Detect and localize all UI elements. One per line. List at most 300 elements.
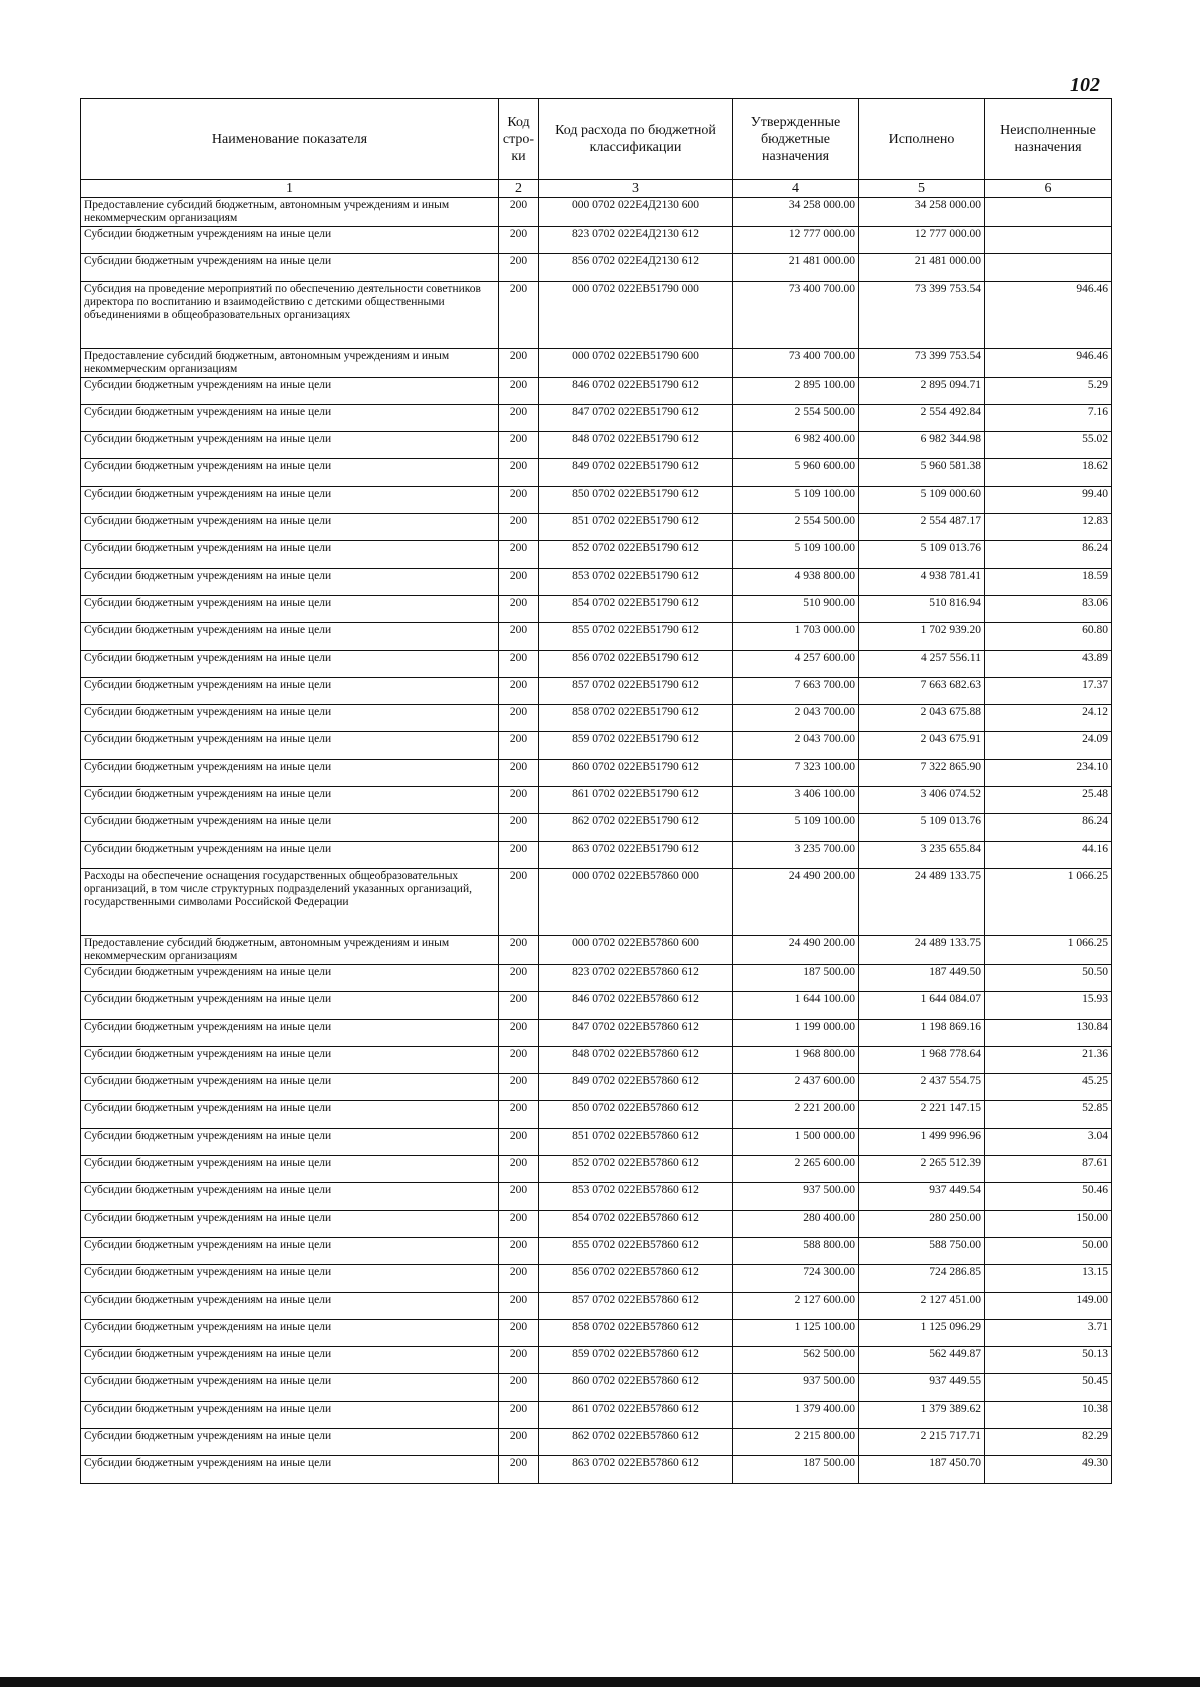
row-expense-code-cell: 856 0702 022Е4Д2130 612: [539, 254, 733, 281]
row-unexecuted-cell: 99.40: [985, 486, 1112, 513]
row-line-code-cell: 200: [499, 432, 539, 459]
row-approved-cell: 73 400 700.00: [733, 281, 859, 348]
column-number: 5: [859, 180, 985, 198]
row-name-cell: Предоставление субсидий бюджетным, автономным учреждениям и иным некоммерческим организациям: [81, 198, 499, 227]
table-row: [81, 759, 1112, 786]
row-unexecuted-cell: 86.24: [985, 814, 1112, 841]
row-executed-cell: 4 938 781.41: [859, 568, 985, 595]
row-line-code-cell: 200: [499, 1074, 539, 1101]
row-line-code-cell: 200: [499, 227, 539, 254]
table-row: [81, 1319, 1112, 1346]
row-expense-code-cell: 855 0702 022ЕВ51790 612: [539, 623, 733, 650]
row-approved-cell: 724 300.00: [733, 1265, 859, 1292]
row-line-code-cell: 200: [499, 705, 539, 732]
row-expense-code-cell: 849 0702 022ЕВ51790 612: [539, 459, 733, 486]
row-unexecuted-cell: 3.71: [985, 1319, 1112, 1346]
row-approved-cell: 187 500.00: [733, 1456, 859, 1483]
row-approved-cell: 1 125 100.00: [733, 1319, 859, 1346]
row-expense-code-cell: 861 0702 022ЕВ57860 612: [539, 1401, 733, 1428]
row-unexecuted-cell: 43.89: [985, 650, 1112, 677]
row-name-cell: Субсидии бюджетным учреждениям на иные цели: [81, 1183, 499, 1210]
row-line-code-cell: 200: [499, 759, 539, 786]
table-row: [81, 1347, 1112, 1374]
row-name-cell: Предоставление субсидий бюджетным, автономным учреждениям и иным некоммерческим организациям: [81, 935, 499, 964]
row-name-cell: Предоставление субсидий бюджетным, автономным учреждениям и иным некоммерческим организациям: [81, 348, 499, 377]
row-unexecuted-cell: 946.46: [985, 348, 1112, 377]
row-line-code-cell: 200: [499, 348, 539, 377]
row-line-code-cell: 200: [499, 992, 539, 1019]
row-unexecuted-cell: 13.15: [985, 1265, 1112, 1292]
row-line-code-cell: 200: [499, 1456, 539, 1483]
row-expense-code-cell: 855 0702 022ЕВ57860 612: [539, 1237, 733, 1264]
table-row: [81, 1237, 1112, 1264]
row-line-code-cell: 200: [499, 814, 539, 841]
row-expense-code-cell: 858 0702 022ЕВ57860 612: [539, 1319, 733, 1346]
table-row: [81, 650, 1112, 677]
row-line-code-cell: 200: [499, 541, 539, 568]
column-number-row: [81, 180, 1112, 198]
row-unexecuted-cell: 24.09: [985, 732, 1112, 759]
row-line-code-cell: 200: [499, 1374, 539, 1401]
row-executed-cell: 2 043 675.91: [859, 732, 985, 759]
row-expense-code-cell: 850 0702 022ЕВ51790 612: [539, 486, 733, 513]
row-unexecuted-cell: 12.83: [985, 514, 1112, 541]
table-row: [81, 1401, 1112, 1428]
row-approved-cell: 2 043 700.00: [733, 705, 859, 732]
row-expense-code-cell: 860 0702 022ЕВ51790 612: [539, 759, 733, 786]
row-executed-cell: 588 750.00: [859, 1237, 985, 1264]
row-unexecuted-cell: 45.25: [985, 1074, 1112, 1101]
row-line-code-cell: 200: [499, 1101, 539, 1128]
row-executed-cell: 937 449.54: [859, 1183, 985, 1210]
row-expense-code-cell: 000 0702 022ЕВ51790 600: [539, 348, 733, 377]
scan-border: [0, 1677, 1200, 1687]
row-approved-cell: 5 109 100.00: [733, 814, 859, 841]
row-name-cell: Субсидии бюджетным учреждениям на иные цели: [81, 1319, 499, 1346]
row-name-cell: Субсидии бюджетным учреждениям на иные цели: [81, 964, 499, 991]
row-unexecuted-cell: 149.00: [985, 1292, 1112, 1319]
row-approved-cell: 12 777 000.00: [733, 227, 859, 254]
row-approved-cell: 937 500.00: [733, 1183, 859, 1210]
row-unexecuted-cell: 25.48: [985, 787, 1112, 814]
row-name-cell: Субсидии бюджетным учреждениям на иные цели: [81, 404, 499, 431]
row-line-code-cell: 200: [499, 486, 539, 513]
row-approved-cell: 3 406 100.00: [733, 787, 859, 814]
row-expense-code-cell: 850 0702 022ЕВ57860 612: [539, 1101, 733, 1128]
row-unexecuted-cell: 50.45: [985, 1374, 1112, 1401]
row-approved-cell: 2 895 100.00: [733, 377, 859, 404]
table-row: [81, 677, 1112, 704]
row-name-cell: Субсидии бюджетным учреждениям на иные цели: [81, 432, 499, 459]
row-unexecuted-cell: 50.00: [985, 1237, 1112, 1264]
table-row: [81, 964, 1112, 991]
table-row: [81, 254, 1112, 281]
row-name-cell: Субсидии бюджетным учреждениям на иные цели: [81, 254, 499, 281]
row-name-cell: Субсидии бюджетным учреждениям на иные цели: [81, 486, 499, 513]
row-name-cell: Расходы на обеспечение оснащения государственных общеобразовательных организаций, в том числе структурных подразделений указанных организаций, государственными символами Российской Федерации: [81, 868, 499, 935]
row-name-cell: Субсидии бюджетным учреждениям на иные цели: [81, 1019, 499, 1046]
row-name-cell: Субсидии бюджетным учреждениям на иные цели: [81, 1074, 499, 1101]
row-approved-cell: 1 644 100.00: [733, 992, 859, 1019]
row-line-code-cell: 200: [499, 1292, 539, 1319]
row-approved-cell: 562 500.00: [733, 1347, 859, 1374]
row-line-code-cell: 200: [499, 623, 539, 650]
row-expense-code-cell: 851 0702 022ЕВ51790 612: [539, 514, 733, 541]
row-executed-cell: 1 644 084.07: [859, 992, 985, 1019]
row-expense-code-cell: 859 0702 022ЕВ51790 612: [539, 732, 733, 759]
row-approved-cell: 5 109 100.00: [733, 541, 859, 568]
table-row: [81, 198, 1112, 227]
row-unexecuted-cell: 87.61: [985, 1156, 1112, 1183]
row-expense-code-cell: 846 0702 022ЕВ57860 612: [539, 992, 733, 1019]
row-executed-cell: 1 198 869.16: [859, 1019, 985, 1046]
table-row: [81, 227, 1112, 254]
table-row: [81, 1428, 1112, 1455]
column-number: 4: [733, 180, 859, 198]
row-name-cell: Субсидии бюджетным учреждениям на иные цели: [81, 841, 499, 868]
table-row: [81, 1374, 1112, 1401]
row-line-code-cell: 200: [499, 254, 539, 281]
row-approved-cell: 2 043 700.00: [733, 732, 859, 759]
row-expense-code-cell: 857 0702 022ЕВ57860 612: [539, 1292, 733, 1319]
row-line-code-cell: 200: [499, 281, 539, 348]
table-row: [81, 623, 1112, 650]
row-expense-code-cell: 000 0702 022Е4Д2130 600: [539, 198, 733, 227]
row-line-code-cell: 200: [499, 1265, 539, 1292]
row-expense-code-cell: 849 0702 022ЕВ57860 612: [539, 1074, 733, 1101]
row-name-cell: Субсидии бюджетным учреждениям на иные цели: [81, 541, 499, 568]
row-line-code-cell: 200: [499, 595, 539, 622]
row-executed-cell: 937 449.55: [859, 1374, 985, 1401]
row-name-cell: Субсидии бюджетным учреждениям на иные цели: [81, 1128, 499, 1155]
row-name-cell: Субсидии бюджетным учреждениям на иные цели: [81, 1428, 499, 1455]
row-expense-code-cell: 847 0702 022ЕВ57860 612: [539, 1019, 733, 1046]
table-row: [81, 568, 1112, 595]
row-executed-cell: 73 399 753.54: [859, 281, 985, 348]
row-approved-cell: 6 982 400.00: [733, 432, 859, 459]
row-unexecuted-cell: 946.46: [985, 281, 1112, 348]
header-approved: Утвержденные бюджетные назначения: [733, 99, 859, 180]
row-executed-cell: 1 968 778.64: [859, 1046, 985, 1073]
row-name-cell: Субсидии бюджетным учреждениям на иные цели: [81, 1237, 499, 1264]
row-name-cell: Субсидии бюджетным учреждениям на иные цели: [81, 1046, 499, 1073]
row-unexecuted-cell: 21.36: [985, 1046, 1112, 1073]
row-approved-cell: 24 490 200.00: [733, 935, 859, 964]
row-name-cell: Субсидии бюджетным учреждениям на иные цели: [81, 1456, 499, 1483]
row-unexecuted-cell: 1 066.25: [985, 868, 1112, 935]
table-row: [81, 348, 1112, 377]
table-row: [81, 705, 1112, 732]
row-expense-code-cell: 856 0702 022ЕВ57860 612: [539, 1265, 733, 1292]
table-row: [81, 486, 1112, 513]
row-approved-cell: 1 968 800.00: [733, 1046, 859, 1073]
row-unexecuted-cell: 24.12: [985, 705, 1112, 732]
row-approved-cell: 1 379 400.00: [733, 1401, 859, 1428]
row-name-cell: Субсидии бюджетным учреждениям на иные цели: [81, 992, 499, 1019]
row-approved-cell: 1 500 000.00: [733, 1128, 859, 1155]
table-row: [81, 514, 1112, 541]
row-unexecuted-cell: 50.46: [985, 1183, 1112, 1210]
row-unexecuted-cell: 86.24: [985, 541, 1112, 568]
row-expense-code-cell: 000 0702 022ЕВ57860 000: [539, 868, 733, 935]
row-executed-cell: 2 215 717.71: [859, 1428, 985, 1455]
table-row: [81, 1292, 1112, 1319]
table-row: [81, 432, 1112, 459]
row-unexecuted-cell: 52.85: [985, 1101, 1112, 1128]
row-name-cell: Субсидии бюджетным учреждениям на иные цели: [81, 1292, 499, 1319]
row-expense-code-cell: 853 0702 022ЕВ57860 612: [539, 1183, 733, 1210]
row-executed-cell: 34 258 000.00: [859, 198, 985, 227]
row-unexecuted-cell: 7.16: [985, 404, 1112, 431]
row-executed-cell: 2 127 451.00: [859, 1292, 985, 1319]
row-executed-cell: 2 043 675.88: [859, 705, 985, 732]
row-name-cell: Субсидии бюджетным учреждениям на иные цели: [81, 1101, 499, 1128]
row-name-cell: Субсидия на проведение мероприятий по обеспечению деятельности советников директора по воспитанию и взаимодействию с детскими общественными объединениями в общеобразовательных организациях: [81, 281, 499, 348]
row-executed-cell: 73 399 753.54: [859, 348, 985, 377]
row-unexecuted-cell: 55.02: [985, 432, 1112, 459]
row-line-code-cell: 200: [499, 1156, 539, 1183]
row-expense-code-cell: 854 0702 022ЕВ51790 612: [539, 595, 733, 622]
header-line-code: Код стро-ки: [499, 99, 539, 180]
row-expense-code-cell: 856 0702 022ЕВ51790 612: [539, 650, 733, 677]
row-executed-cell: 5 109 013.76: [859, 814, 985, 841]
row-expense-code-cell: 860 0702 022ЕВ57860 612: [539, 1374, 733, 1401]
row-name-cell: Субсидии бюджетным учреждениям на иные цели: [81, 1401, 499, 1428]
row-executed-cell: 2 554 487.17: [859, 514, 985, 541]
row-expense-code-cell: 862 0702 022ЕВ51790 612: [539, 814, 733, 841]
row-approved-cell: 588 800.00: [733, 1237, 859, 1264]
table-row: [81, 1046, 1112, 1073]
row-name-cell: Субсидии бюджетным учреждениям на иные цели: [81, 514, 499, 541]
table-row: [81, 1210, 1112, 1237]
row-line-code-cell: 200: [499, 1183, 539, 1210]
column-number: 6: [985, 180, 1112, 198]
row-approved-cell: 2 265 600.00: [733, 1156, 859, 1183]
row-executed-cell: 2 265 512.39: [859, 1156, 985, 1183]
row-unexecuted-cell: [985, 254, 1112, 281]
row-expense-code-cell: 857 0702 022ЕВ51790 612: [539, 677, 733, 704]
table-row: [81, 1456, 1112, 1483]
row-unexecuted-cell: 50.13: [985, 1347, 1112, 1374]
table-row: [81, 1128, 1112, 1155]
column-number: 3: [539, 180, 733, 198]
table-row: [81, 1019, 1112, 1046]
table-row: [81, 1156, 1112, 1183]
row-name-cell: Субсидии бюджетным учреждениям на иные цели: [81, 1374, 499, 1401]
row-name-cell: Субсидии бюджетным учреждениям на иные цели: [81, 1347, 499, 1374]
table-row: [81, 992, 1112, 1019]
table-row: [81, 1074, 1112, 1101]
row-executed-cell: 2 437 554.75: [859, 1074, 985, 1101]
table-row: [81, 1101, 1112, 1128]
row-executed-cell: 1 125 096.29: [859, 1319, 985, 1346]
row-unexecuted-cell: [985, 227, 1112, 254]
row-name-cell: Субсидии бюджетным учреждениям на иные цели: [81, 787, 499, 814]
row-executed-cell: 3 406 074.52: [859, 787, 985, 814]
row-approved-cell: 1 199 000.00: [733, 1019, 859, 1046]
row-unexecuted-cell: 49.30: [985, 1456, 1112, 1483]
row-unexecuted-cell: 130.84: [985, 1019, 1112, 1046]
row-unexecuted-cell: 17.37: [985, 677, 1112, 704]
row-executed-cell: 3 235 655.84: [859, 841, 985, 868]
row-executed-cell: 187 450.70: [859, 1456, 985, 1483]
row-unexecuted-cell: 150.00: [985, 1210, 1112, 1237]
row-executed-cell: 24 489 133.75: [859, 935, 985, 964]
row-line-code-cell: 200: [499, 1210, 539, 1237]
table-row: [81, 868, 1112, 935]
row-line-code-cell: 200: [499, 841, 539, 868]
table-row: [81, 732, 1112, 759]
row-unexecuted-cell: 18.62: [985, 459, 1112, 486]
row-name-cell: Субсидии бюджетным учреждениям на иные цели: [81, 1265, 499, 1292]
row-line-code-cell: 200: [499, 198, 539, 227]
row-line-code-cell: 200: [499, 787, 539, 814]
row-unexecuted-cell: 44.16: [985, 841, 1112, 868]
row-expense-code-cell: 853 0702 022ЕВ51790 612: [539, 568, 733, 595]
row-name-cell: Субсидии бюджетным учреждениям на иные цели: [81, 227, 499, 254]
header-name: Наименование показателя: [81, 99, 499, 180]
row-expense-code-cell: 851 0702 022ЕВ57860 612: [539, 1128, 733, 1155]
row-line-code-cell: 200: [499, 1401, 539, 1428]
row-executed-cell: 2 895 094.71: [859, 377, 985, 404]
row-line-code-cell: 200: [499, 377, 539, 404]
row-executed-cell: 24 489 133.75: [859, 868, 985, 935]
row-unexecuted-cell: 50.50: [985, 964, 1112, 991]
row-name-cell: Субсидии бюджетным учреждениям на иные цели: [81, 759, 499, 786]
row-expense-code-cell: 863 0702 022ЕВ57860 612: [539, 1456, 733, 1483]
row-approved-cell: 4 938 800.00: [733, 568, 859, 595]
table-row: [81, 404, 1112, 431]
row-approved-cell: 2 127 600.00: [733, 1292, 859, 1319]
row-expense-code-cell: 848 0702 022ЕВ51790 612: [539, 432, 733, 459]
row-executed-cell: 4 257 556.11: [859, 650, 985, 677]
row-executed-cell: 5 960 581.38: [859, 459, 985, 486]
table-row: [81, 841, 1112, 868]
row-unexecuted-cell: 234.10: [985, 759, 1112, 786]
row-expense-code-cell: 863 0702 022ЕВ51790 612: [539, 841, 733, 868]
table-body: [81, 198, 1112, 1484]
row-executed-cell: 510 816.94: [859, 595, 985, 622]
row-executed-cell: 7 322 865.90: [859, 759, 985, 786]
row-approved-cell: 2 221 200.00: [733, 1101, 859, 1128]
row-line-code-cell: 200: [499, 1237, 539, 1264]
row-executed-cell: 2 554 492.84: [859, 404, 985, 431]
row-unexecuted-cell: 10.38: [985, 1401, 1112, 1428]
row-approved-cell: 187 500.00: [733, 964, 859, 991]
row-executed-cell: 187 449.50: [859, 964, 985, 991]
row-approved-cell: 2 554 500.00: [733, 514, 859, 541]
row-name-cell: Субсидии бюджетным учреждениям на иные цели: [81, 677, 499, 704]
row-expense-code-cell: 854 0702 022ЕВ57860 612: [539, 1210, 733, 1237]
page-number: 102: [1070, 74, 1100, 96]
row-line-code-cell: 200: [499, 1319, 539, 1346]
row-line-code-cell: 200: [499, 1046, 539, 1073]
row-approved-cell: 5 109 100.00: [733, 486, 859, 513]
table-row: [81, 814, 1112, 841]
row-line-code-cell: 200: [499, 1128, 539, 1155]
row-line-code-cell: 200: [499, 459, 539, 486]
header-expense-code: Код расхода по бюджетной классификации: [539, 99, 733, 180]
row-line-code-cell: 200: [499, 732, 539, 759]
row-expense-code-cell: 000 0702 022ЕВ57860 600: [539, 935, 733, 964]
row-expense-code-cell: 000 0702 022ЕВ51790 000: [539, 281, 733, 348]
row-unexecuted-cell: [985, 198, 1112, 227]
row-expense-code-cell: 859 0702 022ЕВ57860 612: [539, 1347, 733, 1374]
row-executed-cell: 1 702 939.20: [859, 623, 985, 650]
row-executed-cell: 5 109 000.60: [859, 486, 985, 513]
row-expense-code-cell: 852 0702 022ЕВ51790 612: [539, 541, 733, 568]
row-name-cell: Субсидии бюджетным учреждениям на иные цели: [81, 623, 499, 650]
row-executed-cell: 562 449.87: [859, 1347, 985, 1374]
row-approved-cell: 510 900.00: [733, 595, 859, 622]
table-row: [81, 459, 1112, 486]
row-name-cell: Субсидии бюджетным учреждениям на иные цели: [81, 732, 499, 759]
row-approved-cell: 937 500.00: [733, 1374, 859, 1401]
row-unexecuted-cell: 5.29: [985, 377, 1112, 404]
row-approved-cell: 21 481 000.00: [733, 254, 859, 281]
row-executed-cell: 724 286.85: [859, 1265, 985, 1292]
row-executed-cell: 21 481 000.00: [859, 254, 985, 281]
table-row: [81, 377, 1112, 404]
row-name-cell: Субсидии бюджетным учреждениям на иные цели: [81, 814, 499, 841]
row-expense-code-cell: 861 0702 022ЕВ51790 612: [539, 787, 733, 814]
row-line-code-cell: 200: [499, 1347, 539, 1374]
row-line-code-cell: 200: [499, 568, 539, 595]
row-executed-cell: 12 777 000.00: [859, 227, 985, 254]
row-executed-cell: 5 109 013.76: [859, 541, 985, 568]
row-line-code-cell: 200: [499, 650, 539, 677]
row-unexecuted-cell: 18.59: [985, 568, 1112, 595]
row-expense-code-cell: 846 0702 022ЕВ51790 612: [539, 377, 733, 404]
table-row: [81, 541, 1112, 568]
row-executed-cell: 6 982 344.98: [859, 432, 985, 459]
budget-execution-table: [80, 98, 1112, 1484]
header-executed: Исполнено: [859, 99, 985, 180]
row-approved-cell: 73 400 700.00: [733, 348, 859, 377]
column-number: 1: [81, 180, 499, 198]
row-expense-code-cell: 858 0702 022ЕВ51790 612: [539, 705, 733, 732]
row-executed-cell: 2 221 147.15: [859, 1101, 985, 1128]
row-executed-cell: 280 250.00: [859, 1210, 985, 1237]
row-line-code-cell: 200: [499, 868, 539, 935]
row-line-code-cell: 200: [499, 677, 539, 704]
row-line-code-cell: 200: [499, 935, 539, 964]
row-name-cell: Субсидии бюджетным учреждениям на иные цели: [81, 1210, 499, 1237]
row-expense-code-cell: 847 0702 022ЕВ51790 612: [539, 404, 733, 431]
row-name-cell: Субсидии бюджетным учреждениям на иные цели: [81, 568, 499, 595]
row-approved-cell: 3 235 700.00: [733, 841, 859, 868]
row-executed-cell: 1 379 389.62: [859, 1401, 985, 1428]
row-name-cell: Субсидии бюджетным учреждениям на иные цели: [81, 595, 499, 622]
row-approved-cell: 7 323 100.00: [733, 759, 859, 786]
row-line-code-cell: 200: [499, 404, 539, 431]
row-name-cell: Субсидии бюджетным учреждениям на иные цели: [81, 459, 499, 486]
row-approved-cell: 1 703 000.00: [733, 623, 859, 650]
row-approved-cell: 4 257 600.00: [733, 650, 859, 677]
row-name-cell: Субсидии бюджетным учреждениям на иные цели: [81, 1156, 499, 1183]
row-unexecuted-cell: 15.93: [985, 992, 1112, 1019]
row-expense-code-cell: 823 0702 022Е4Д2130 612: [539, 227, 733, 254]
row-approved-cell: 7 663 700.00: [733, 677, 859, 704]
row-expense-code-cell: 852 0702 022ЕВ57860 612: [539, 1156, 733, 1183]
row-approved-cell: 5 960 600.00: [733, 459, 859, 486]
column-number: 2: [499, 180, 539, 198]
row-line-code-cell: 200: [499, 1428, 539, 1455]
table-row: [81, 1265, 1112, 1292]
row-executed-cell: 7 663 682.63: [859, 677, 985, 704]
header-row: [81, 99, 1112, 180]
table-row: [81, 281, 1112, 348]
